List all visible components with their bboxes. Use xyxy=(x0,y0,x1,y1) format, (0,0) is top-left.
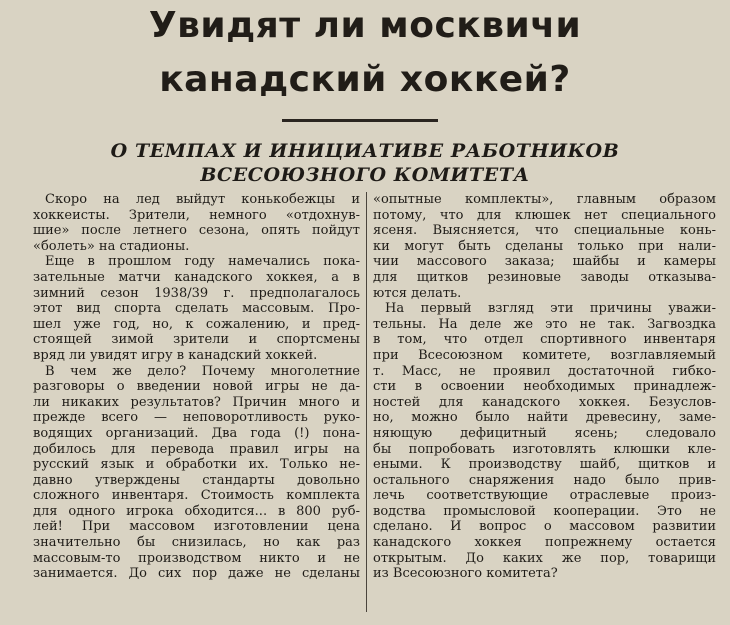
article-line: русский язык и обработки их. Только не- xyxy=(33,457,360,473)
article-column-right xyxy=(373,192,716,582)
article-line: этот вид спорта сделать массовым. Про- xyxy=(33,301,360,317)
article-column-left xyxy=(33,192,360,582)
article-line: еными. К производству шайб, щитков и xyxy=(373,457,716,473)
article-line: ли никаких результатов? Причин много и xyxy=(33,394,360,410)
article-line: ки могут быть сделаны только при нали- xyxy=(373,238,716,254)
article-line: шел уже год, но, к сожалению, и пред- xyxy=(33,316,360,332)
article-line: для щитков резиновые заводы отказыва- xyxy=(373,269,716,285)
article-line: лей! При массовом изготовлении цена xyxy=(33,519,360,535)
article-line: «болеть» на стадионы. xyxy=(33,238,190,254)
article-line: вряд ли увидят игру в канадский хоккей. xyxy=(33,347,318,363)
article-line: потому, что для клюшек нет специального xyxy=(373,207,716,223)
article-line: разговоры о введении новой игры не да- xyxy=(33,379,360,395)
article-line: но, можно было найти древесину, заме- xyxy=(373,410,716,426)
article-line: ясеня. Выясняется, что специальные конь- xyxy=(373,223,716,239)
article-line: стоящей зимой зрители и спортсмены xyxy=(33,332,360,348)
article-line: открытым. До каких же пор, товарищи xyxy=(373,550,716,566)
article-line: лечь соответствующие отраслевые произ- xyxy=(373,488,716,504)
article-line: ностей для канадского хоккея. Безуслов- xyxy=(373,394,716,410)
article-line: сделано. И вопрос о массовом развитии xyxy=(373,519,716,535)
article-line: бы попробовать изготовлять клюшки кле- xyxy=(373,441,716,457)
article-line: для одного игрока обходится... в 800 руб- xyxy=(33,503,360,519)
article-line: водства промысловой кооперации. Это не xyxy=(373,503,716,519)
headline-line-2: канадский хоккей? xyxy=(159,59,571,100)
headline-line-1: Увидят ли москвичи xyxy=(148,5,582,46)
subheadline-line-1: О ТЕМПАХ И ИНИЦИАТИВЕ РАБОТНИКОВ xyxy=(110,140,620,162)
article-line: чии массового заказа; шайбы и камеры xyxy=(373,254,716,270)
article-line: зимний сезон 1938/39 г. предполагалось xyxy=(33,285,360,301)
article-line: занимается. До сих пор даже не сделаны xyxy=(33,566,360,582)
article-line: т. Масс, не проявил достаточной гибко- xyxy=(373,363,716,379)
article-line: ются делать. xyxy=(373,285,462,301)
article-line: тельны. На деле же это не так. Загвоздка xyxy=(373,316,716,332)
article-line: добилось для перевода правил игры на xyxy=(33,441,360,457)
article-line: зательные матчи канадского хоккея, а в xyxy=(33,269,360,285)
subheadline-line-2: ВСЕСОЮЗНОГО КОМИТЕТА xyxy=(200,164,530,186)
headline-rule xyxy=(282,119,438,122)
article-line: водящих организаций. Два года (!) пона- xyxy=(33,425,360,441)
article-line: Еще в прошлом году намечались пока- xyxy=(45,254,360,270)
article-line: из Всесоюзного комитета? xyxy=(373,566,558,582)
article-line: На первый взгляд эти причины уважи- xyxy=(385,301,716,317)
article-line: прежде всего — неповоротливость руко- xyxy=(33,410,360,426)
article-line: остального снаряжения надо было прив- xyxy=(373,472,716,488)
article-line: в том, что отдел спортивного инвентаря xyxy=(373,332,716,348)
column-divider xyxy=(366,192,367,612)
article-line: Скоро на лед выйдут конькобежцы и xyxy=(45,192,360,207)
article-line: сложного инвентаря. Стоимость комплекта xyxy=(33,488,360,504)
article-line: давно утверждены стандарты довольно xyxy=(33,472,360,488)
article-line: «опытные комплекты», главным образом xyxy=(373,192,716,207)
article-line: няющую дефицитный ясень; следовало xyxy=(373,425,716,441)
article-line: хоккеисты. Зрители, немного «отдохнув- xyxy=(33,207,360,223)
article-line: значительно бы снизилась, но как раз xyxy=(33,535,360,551)
article-line: массовым-то производством никто и не xyxy=(33,550,360,566)
article-line: шие» после летнего сезона, опять пойдут xyxy=(33,223,360,239)
article-line: при Всесоюзном комитете, возглавляемый xyxy=(373,347,716,363)
article-line: сти в освоении необходимых принадлеж- xyxy=(373,379,716,395)
article-line: канадского хоккея попрежнему остается xyxy=(373,535,716,551)
article-line: В чем же дело? Почему многолетние xyxy=(45,363,360,379)
